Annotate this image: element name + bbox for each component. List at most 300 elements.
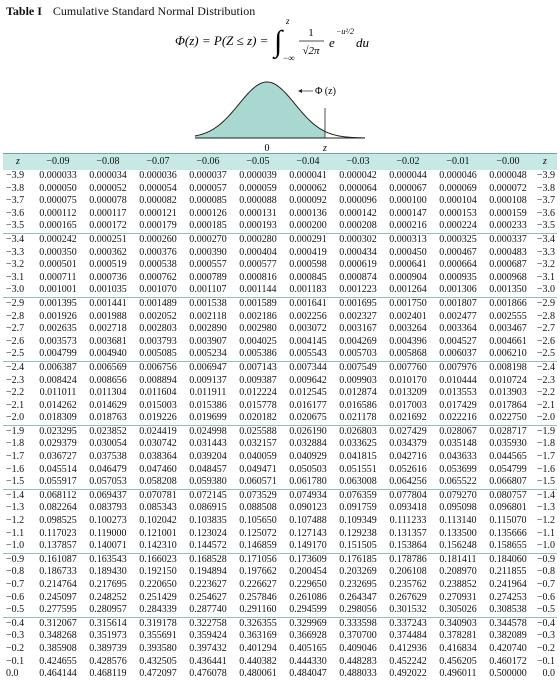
row-z-left: −1.9 (6, 425, 25, 437)
table-cell: 0.020675 (283, 412, 333, 425)
table-cell: 0.000251 (89, 233, 127, 245)
table-cell: 0.004661 (489, 335, 527, 347)
table-cell: 0.476078 (189, 668, 227, 680)
table-cell: 0.060571 (233, 476, 283, 489)
row-z-left: −1.1 (6, 527, 25, 539)
table-cell: 0.003573 (39, 335, 77, 347)
table-cell: 0.007143 (239, 361, 277, 373)
table-cell: 0.405165 (289, 642, 327, 654)
table-cell: 0.232695 (339, 579, 377, 590)
table-cell: 0.064256 (383, 476, 433, 489)
table-row (3, 311, 557, 324)
table-cell: 0.050503 (289, 463, 327, 475)
table-cell: 0.168528 (189, 553, 227, 565)
table-cell: 0.066807 (483, 476, 533, 489)
table-cell: 0.468119 (89, 668, 127, 680)
table-caption: Cumulative Standard Normal Distribution (52, 4, 256, 18)
table-row (3, 604, 557, 617)
row-z-left: −2.6 (6, 335, 25, 347)
table-cell: 0.500000 (489, 668, 527, 680)
table-cell: 0.072145 (189, 489, 227, 501)
row-z-left: −2.2 (6, 387, 25, 399)
row-z-left: −0.9 (6, 553, 25, 565)
table-cell: 0.001395 (39, 297, 77, 309)
table-cell: 0.298056 (333, 604, 383, 617)
table-cell: 0.000172 (83, 220, 133, 233)
table-cell: 0.001750 (389, 297, 427, 309)
table-cell: 0.000968 (489, 271, 527, 283)
table-cell: 0.432505 (139, 655, 177, 667)
table-cell: 0.142310 (133, 540, 183, 553)
table-cell: 0.008424 (39, 374, 77, 386)
table-cell: 0.003167 (339, 323, 377, 335)
table-cell: 0.001350 (483, 284, 533, 297)
table-cell: 0.012874 (339, 387, 377, 399)
table-row (3, 170, 557, 183)
table-number: Table I (6, 4, 42, 18)
table-cell: 0.030054 (89, 438, 127, 450)
table-cell: 0.000641 (389, 259, 427, 271)
table-cell: 0.448283 (339, 655, 377, 667)
table-cell: 0.000419 (289, 246, 327, 258)
table-cell: 0.011011 (39, 387, 77, 399)
table-cell: 0.000501 (39, 259, 77, 271)
table-cell: 0.163543 (89, 553, 127, 565)
table-cell: 0.000092 (289, 195, 327, 207)
table-cell: 0.000085 (189, 195, 227, 207)
table-cell: 0.412936 (389, 642, 427, 654)
table-cell: 0.161087 (39, 553, 77, 565)
table-cell: 0.037538 (89, 451, 127, 463)
table-cell: 0.021178 (333, 412, 383, 425)
table-cell: 0.028717 (489, 425, 527, 437)
table-row (3, 425, 557, 438)
row-z-left: −2.3 (6, 374, 25, 386)
table-cell: 0.033625 (339, 438, 377, 450)
table-cell: 0.020182 (233, 412, 283, 425)
table-cell: 0.007760 (389, 361, 427, 373)
table-cell: 0.007344 (289, 361, 327, 373)
table-cell: 0.051551 (339, 463, 377, 475)
table-cell: 0.000736 (89, 271, 127, 283)
table-cell: 0.308538 (483, 604, 533, 617)
table-cell: 0.129238 (339, 527, 377, 539)
row-z-right: −0.5 (533, 604, 557, 617)
table-cell: 0.203269 (339, 566, 377, 578)
row-z-right: −1.9 (536, 425, 555, 437)
header-column: −0.06 (183, 154, 233, 171)
table-cell: 0.073529 (239, 489, 277, 501)
row-z-left: −1.3 (6, 502, 25, 514)
row-z-right: −0.1 (536, 655, 555, 667)
table-cell: 0.378281 (439, 630, 477, 642)
table-cell: 0.002635 (39, 323, 77, 335)
fraction-numerator: 1 (308, 27, 314, 39)
table-cell: 0.001035 (83, 284, 133, 297)
row-z-left: −0.8 (6, 566, 25, 578)
table-cell: 0.440382 (239, 655, 277, 667)
table-cell: 0.010724 (489, 374, 527, 386)
table-cell: 0.127143 (289, 527, 327, 539)
table-cell: 0.000100 (389, 195, 427, 207)
table-cell: 0.013903 (489, 387, 527, 399)
table-cell: 0.040059 (239, 451, 277, 463)
table-cell: 0.363169 (239, 630, 277, 642)
table-cell: 0.005234 (183, 348, 233, 361)
row-z-right: −0.9 (536, 553, 555, 565)
table-row (3, 183, 557, 196)
table-cell: 0.000059 (239, 182, 277, 194)
table-cell: 0.061780 (283, 476, 333, 489)
table-cell: 0.083793 (89, 502, 127, 514)
table-cell: 0.000117 (89, 207, 127, 219)
row-z-right: −1.8 (536, 438, 555, 450)
table-cell: 0.010444 (439, 374, 477, 386)
table-cell: 0.000260 (139, 233, 177, 245)
table-cell: 0.000147 (389, 207, 427, 219)
table-row (3, 451, 557, 464)
table-cell: 0.000112 (39, 207, 77, 219)
row-z-left: −1.2 (6, 515, 25, 527)
table-row (3, 220, 557, 233)
table-cell: 0.000313 (389, 233, 427, 245)
table-cell: 0.000034 (89, 170, 127, 181)
row-z-right: −2.4 (536, 361, 555, 373)
row-z-right: −2.9 (536, 297, 555, 309)
row-z-left: −1.6 (6, 463, 25, 475)
table-cell: 0.254627 (189, 591, 227, 603)
table-cell: 0.000337 (489, 233, 527, 245)
table-cell: 0.284339 (133, 604, 183, 617)
table-cell: 0.004269 (339, 335, 377, 347)
table-cell: 0.000041 (289, 170, 327, 181)
table-cell: 0.000062 (289, 182, 327, 194)
table-cell: 0.095098 (439, 502, 477, 514)
table-cell: 0.351973 (89, 630, 127, 642)
table-cell: 0.488033 (339, 668, 377, 680)
table-cell: 0.000280 (239, 233, 277, 245)
table-cell: 0.011604 (139, 387, 177, 399)
row-z-right: −3.9 (536, 170, 555, 181)
row-z-right: −1.7 (536, 451, 555, 463)
table-cell: 0.042716 (389, 451, 427, 463)
header-column: −0.03 (333, 154, 383, 171)
table-cell: 0.149170 (283, 540, 333, 553)
table-cell: 0.013209 (389, 387, 427, 399)
table-cell: 0.121001 (139, 527, 177, 539)
table-cell: 0.003364 (439, 323, 477, 335)
table-cell: 0.001144 (233, 284, 283, 297)
row-z-left: −1.4 (6, 489, 25, 501)
row-z-left: −1.0 (3, 540, 33, 553)
table-row (3, 656, 557, 669)
table-cell: 0.010170 (389, 374, 427, 386)
table-cell: 0.000131 (239, 207, 277, 219)
table-cell: 0.135666 (489, 527, 527, 539)
table-cell: 0.006387 (39, 361, 77, 373)
table-cell: 0.270931 (439, 591, 477, 603)
table-cell: 0.000362 (89, 246, 127, 258)
table-cell: 0.277595 (33, 604, 83, 617)
table-cell: 0.035148 (439, 438, 477, 450)
table-cell: 0.029379 (39, 438, 77, 450)
row-z-right: −0.6 (536, 591, 555, 603)
table-cell: 0.013553 (439, 387, 477, 399)
table-cell: 0.001489 (139, 297, 177, 309)
table-cell: 0.055917 (33, 476, 83, 489)
row-z-left: −3.1 (6, 271, 25, 283)
table-cell: 0.000104 (439, 195, 477, 207)
cdf-table-container (3, 153, 557, 681)
table-cell: 0.001988 (89, 310, 127, 322)
table-cell: 0.480061 (239, 668, 277, 680)
table-cell: 0.105650 (239, 515, 277, 527)
table-cell: 0.001807 (439, 297, 477, 309)
row-z-right: −2.5 (533, 348, 557, 361)
table-cell: 0.003072 (289, 323, 327, 335)
row-z-right: −3.1 (536, 271, 555, 283)
table-cell: 0.015778 (239, 399, 277, 411)
table-cell: 0.125072 (239, 527, 277, 539)
table-cell: 0.274253 (489, 591, 527, 603)
table-cell: 0.123024 (189, 527, 227, 539)
table-cell: 0.002980 (239, 323, 277, 335)
table-cell: 0.153864 (383, 540, 433, 553)
table-cell: 0.000687 (489, 259, 527, 271)
table-cell: 0.305026 (433, 604, 483, 617)
table-cell: 0.015003 (139, 399, 177, 411)
table-row (3, 195, 557, 208)
table-row (3, 668, 557, 681)
table-cell: 0.009387 (239, 374, 277, 386)
row-z-right: −1.1 (536, 527, 555, 539)
table-row (3, 438, 557, 451)
row-z-right: −0.3 (536, 630, 555, 642)
table-cell: 0.340903 (439, 617, 477, 629)
table-cell: 0.000762 (139, 271, 177, 283)
table-cell: 0.000390 (189, 246, 227, 258)
table-cell: 0.000619 (339, 259, 377, 271)
row-z-left: 0.0 (6, 668, 19, 680)
table-cell: 0.192150 (139, 566, 177, 578)
table-cell: 0.040929 (289, 451, 327, 463)
table-cell: 0.000711 (39, 271, 77, 283)
row-z-right: −3.8 (536, 182, 555, 194)
row-z-right: −1.4 (536, 489, 555, 501)
table-cell: 0.001223 (333, 284, 383, 297)
table-cell: 0.048457 (189, 463, 227, 475)
table-cell: 0.027429 (389, 425, 427, 437)
row-z-right: −1.3 (536, 502, 555, 514)
table-cell: 0.000242 (39, 233, 77, 245)
table-cell: 0.226627 (239, 579, 277, 590)
table-cell: 0.248252 (89, 591, 127, 603)
table-cell: 0.000046 (439, 170, 477, 181)
row-z-left: −3.9 (6, 170, 25, 181)
table-cell: 0.058208 (133, 476, 183, 489)
table-row (3, 617, 557, 630)
table-cell: 0.197662 (239, 566, 277, 578)
table-cell: 0.016586 (339, 399, 377, 411)
table-cell: 0.024419 (139, 425, 177, 437)
table-cell: 0.000048 (489, 170, 527, 181)
table-cell: 0.023295 (39, 425, 77, 437)
table-cell: 0.002890 (189, 323, 227, 335)
table-row (3, 643, 557, 656)
normal-curve-figure (0, 0, 560, 154)
table-cell: 0.001107 (183, 284, 233, 297)
table-cell: 0.241964 (489, 579, 527, 590)
table-cell: 0.333598 (339, 617, 377, 629)
table-cell: 0.007549 (339, 361, 377, 373)
row-z-right: −1.0 (533, 540, 557, 553)
table-cell: 0.002327 (339, 310, 377, 322)
table-cell: 0.009642 (289, 374, 327, 386)
table-row (3, 476, 557, 489)
table-cell: 0.000467 (439, 246, 477, 258)
table-cell: 0.366928 (289, 630, 327, 642)
table-cell: 0.206108 (389, 566, 427, 578)
table-cell: 0.018309 (33, 412, 83, 425)
table-cell: 0.102042 (139, 515, 177, 527)
table-cell: 0.166023 (139, 553, 177, 565)
row-z-left: −1.8 (6, 438, 25, 450)
table-cell: 0.496011 (439, 668, 477, 680)
table-cell: 0.053699 (439, 463, 477, 475)
table-cell: 0.111233 (389, 515, 427, 527)
cdf-shaded-area (195, 82, 325, 138)
table-cell: 0.004145 (289, 335, 327, 347)
table-cell: 0.472097 (139, 668, 177, 680)
table-cell: 0.005868 (383, 348, 433, 361)
row-z-left: −2.4 (6, 361, 25, 373)
table-cell: 0.000042 (339, 170, 377, 181)
table-cell: 0.103835 (189, 515, 227, 527)
row-z-right: −0.4 (536, 617, 555, 629)
table-header-row (3, 154, 557, 171)
table-cell: 0.348268 (39, 630, 77, 642)
table-cell: 0.000208 (333, 220, 383, 233)
table-cell: 0.015386 (189, 399, 227, 411)
table-cell: 0.022216 (433, 412, 483, 425)
table-cell: 0.000033 (39, 170, 77, 181)
table-row (3, 502, 557, 515)
table-cell: 0.001264 (383, 284, 433, 297)
table-cell: 0.065522 (433, 476, 483, 489)
table-cell: 0.312067 (39, 617, 77, 629)
table-cell: 0.045514 (39, 463, 77, 475)
table-cell: 0.000270 (189, 233, 227, 245)
table-cell: 0.000108 (489, 195, 527, 207)
table-row (3, 566, 557, 579)
table-row (3, 579, 557, 592)
table-cell: 0.223627 (189, 579, 227, 590)
table-cell: 0.214764 (39, 579, 77, 590)
table-cell: 0.001001 (33, 284, 83, 297)
table-cell: 0.409046 (339, 642, 377, 654)
header-column: −0.01 (433, 154, 483, 171)
table-cell: 0.002803 (139, 323, 177, 335)
table-cell: 0.046479 (89, 463, 127, 475)
table-cell: 0.019699 (183, 412, 233, 425)
table-cell: 0.091759 (339, 502, 377, 514)
table-cell: 0.000935 (439, 271, 477, 283)
table-cell: 0.436441 (189, 655, 227, 667)
table-cell: 0.006756 (139, 361, 177, 373)
table-cell: 0.000082 (139, 195, 177, 207)
table-cell: 0.054799 (489, 463, 527, 475)
table-cell: 0.002477 (439, 310, 477, 322)
integral-upper-limit: z (286, 16, 290, 26)
row-z-right: 0.0 (542, 668, 555, 680)
table-cell: 0.047460 (139, 463, 177, 475)
table-cell: 0.000069 (439, 182, 477, 194)
header-column: −0.09 (33, 154, 83, 171)
table-cell: 0.000039 (239, 170, 277, 181)
table-cell: 0.319178 (139, 617, 177, 629)
table-row (3, 361, 557, 374)
table-cell: 0.370700 (339, 630, 377, 642)
table-cell: 0.000193 (233, 220, 283, 233)
table-cell: 0.267629 (389, 591, 427, 603)
table-cell: 0.389739 (89, 642, 127, 654)
table-cell: 0.287740 (183, 604, 233, 617)
table-cell: 0.251429 (139, 591, 177, 603)
table-cell: 0.000598 (289, 259, 327, 271)
table-row (3, 259, 557, 272)
table-cell: 0.002118 (189, 310, 227, 322)
table-cell: 0.003467 (489, 323, 527, 335)
table-cell: 0.006947 (189, 361, 227, 373)
table-cell: 0.002186 (239, 310, 277, 322)
table-cell: 0.004940 (83, 348, 133, 361)
table-cell: 0.315614 (89, 617, 127, 629)
origin-label: 0 (264, 143, 270, 154)
table-cell: 0.034379 (389, 438, 427, 450)
table-cell: 0.005085 (133, 348, 183, 361)
row-z-right: −0.8 (536, 566, 555, 578)
table-cell: 0.000434 (339, 246, 377, 258)
table-cell: 0.014262 (39, 399, 77, 411)
table-cell: 0.077804 (389, 489, 427, 501)
table-cell: 0.021692 (383, 412, 433, 425)
table-cell: 0.000126 (189, 207, 227, 219)
table-cell: 0.008894 (139, 374, 177, 386)
table-cell: 0.001070 (133, 284, 183, 297)
table-cell: 0.002256 (289, 310, 327, 322)
header-column: −0.07 (133, 154, 183, 171)
table-cell: 0.014629 (89, 399, 127, 411)
table-cell: 0.079270 (439, 489, 477, 501)
area-label: Φ (z) (315, 86, 336, 97)
table-cell: 0.401294 (239, 642, 277, 654)
table-cell: 0.211855 (489, 566, 527, 578)
table-cell: 0.005703 (333, 348, 383, 361)
table-cell: 0.000165 (33, 220, 83, 233)
table-cell: 0.000096 (339, 195, 377, 207)
table-cell: 0.000057 (189, 182, 227, 194)
table-cell: 0.238852 (439, 579, 477, 590)
row-z-left: −2.9 (6, 297, 25, 309)
table-cell: 0.000044 (389, 170, 427, 181)
z-label: z (323, 143, 327, 154)
table-cell: 0.022750 (483, 412, 533, 425)
table-cell: 0.003681 (89, 335, 127, 347)
table-cell: 0.428576 (89, 655, 127, 667)
row-z-right: −1.2 (536, 515, 555, 527)
row-z-right: −3.7 (536, 195, 555, 207)
table-cell: 0.452242 (389, 655, 427, 667)
